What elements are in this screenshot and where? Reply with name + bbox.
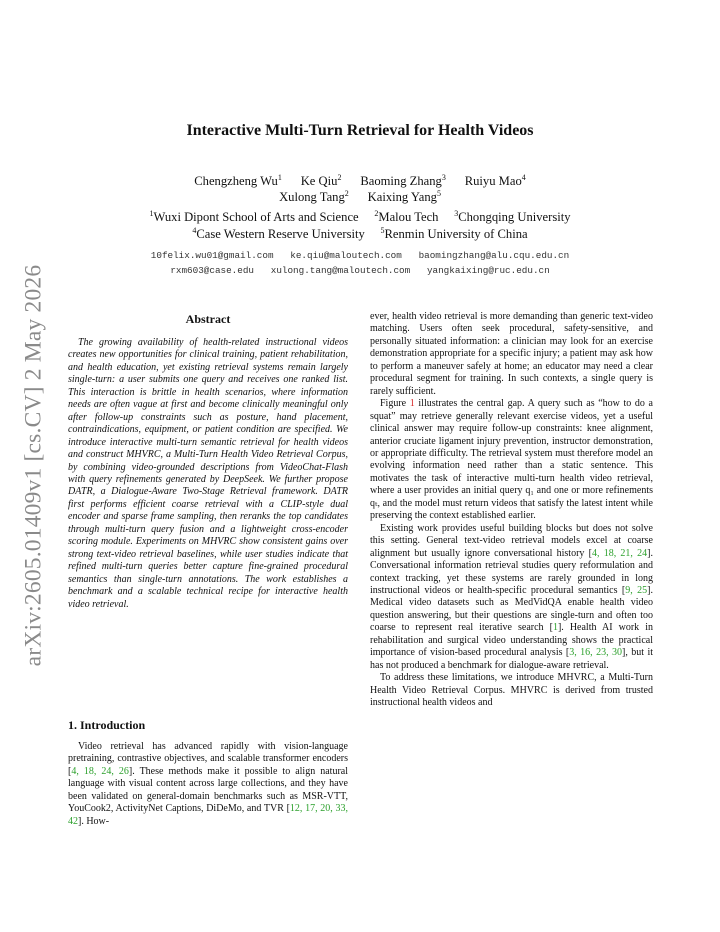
body-text: ]. Medical video datasets such as MedVidQA enable health video question answering, but their questions are single-turn and often too coarse to represent real iterative search [ (370, 584, 653, 634)
body-text: ], but it has not produced a benchmark for dialogue-aware retrieval. (370, 647, 653, 671)
author-line-2 (0, 190, 720, 205)
author-affiliation-mark: 2 (337, 173, 342, 182)
arxiv-identifier: arXiv:2605.01409v1 [cs.CV] 2 May 2026 (20, 264, 47, 666)
intro-paragraph-3 (370, 523, 653, 672)
affiliation-number: 2 (374, 209, 379, 218)
author-name: Ruiyu Mao (464, 174, 522, 188)
email-list-line-1: 10felix.wu01@gmail.com ke.qiu@maloutech.com baomingzhang@alu.cqu.edu.cn (150, 250, 570, 261)
arxiv-sidebar-stamp (14, 258, 54, 672)
body-text: illustrates the central gap. A query such as “how to do a squat” may retrieve generally relevant exercise videos, yet a useful clinical answer may require follow-up constraints: knee alignment, anterior cruciate ligament injury prevention, instructor demonstration, or appropriate difficulty. The retrieval system must therefore model an evolving information need rather than a static sentence. This motivates the task of interactive multi-turn health video retrieval, where a user provides an initial query q₁ and one or more refinements qₜ, and the model must return videos that satisfy the latest intent while preserving the context established earlier. (370, 398, 653, 522)
affiliation-number: 4 (192, 226, 197, 235)
affiliation-line-2 (0, 227, 720, 242)
intro-paragraph-1 (68, 741, 348, 828)
author-line-1 (0, 174, 720, 189)
citation-link[interactable]: 1 (552, 622, 558, 634)
email-list-line-2: rxm603@case.edu xulong.tang@maloutech.com yangkaixing@ruc.edu.cn (170, 265, 550, 276)
abstract-heading: Abstract (185, 312, 231, 326)
citation-link[interactable]: 3, 16, 23, 30 (569, 647, 622, 659)
section-heading-introduction: 1. Introduction (68, 718, 146, 732)
intro-column-left (68, 741, 348, 828)
affiliation-name: Malou Tech (378, 210, 439, 224)
author-name: Baoming Zhang (360, 174, 442, 188)
author-affiliation-mark: 5 (436, 189, 441, 198)
abstract-body (68, 337, 348, 611)
body-text: ]. Health AI work in rehabilitation and surgical video understanding shows the practical importance of vision-based procedural analysis [ (370, 622, 653, 659)
affiliation-number: 5 (380, 226, 385, 235)
body-text: ]. Conversational information retrieval studies query reformulation and context tracking, yet these systems are rarely grounded in long instructional videos or health-specific procedural semantics [ (370, 547, 654, 596)
author-name: Ke Qiu (300, 174, 338, 188)
affiliation-number: 1 (149, 209, 154, 218)
affiliation-line-1 (0, 210, 720, 225)
author-name: Kaixing Yang (367, 190, 437, 204)
citation-link[interactable]: 9, 25 (625, 584, 648, 596)
author-affiliation-mark: 1 (277, 173, 282, 182)
citation-link[interactable]: 4, 18, 21, 24 (591, 547, 648, 559)
author-affiliation-mark: 2 (344, 189, 349, 198)
body-text: Existing work provides useful building blocks but does not solve this setting. General text-video retrieval models excel at coarse alignment but usually ignore conversational history [ (370, 522, 653, 559)
intro-paragraph-4: To address these limitations, we introduce MHVRC, a Multi-Turn Health Video Retrieval Corpus. MHVRC is derived from trusted instructional health videos and (370, 672, 653, 709)
affiliation-name: Case Western Reserve University (196, 227, 365, 241)
citation-link[interactable]: 4, 18, 24, 26 (71, 765, 129, 777)
body-text: Figure (380, 398, 410, 410)
abstract-paragraph: The growing availability of health-related instructional videos creates new opportunities for clinical training, patient rehabilitation, and health education, yet existing retrieval systems remain largely single-turn: a user submits one query and receives one ranked list. This interaction is brittle in health scenarios, where information needs are often vague at first and become clinically meaningful only after follow-up constraints such as posture, hand placement, contraindications, equipment, or patient condition are specified. We introduce interactive multi-turn semantic retrieval for health videos and construct MHVRC, a Multi-Turn Health Video Retrieval Corpus, by combining video-grounded descriptions from VideoChat-Flash with query refinements generated by DeepSeek. We further propose DATR, a Dialogue-Aware Two-Stage Retrieval framework. DATR first performs efficient coarse retrieval with a CLIP-style dual encoder and sparse frame sampling, then reranks the top candidates through multi-turn query fusion and a lightweight cross-encoder scoring module. Experiments on MHVRC show consistent gains over strong text-video retrieval baselines, while user studies indicate that refined multi-turn queries better capture fine-grained procedural semantics than single-turn annotations. The work establishes a benchmark and a scalable technical recipe for interactive health video retrieval. (68, 337, 348, 610)
figure-reference-link[interactable]: 1 (409, 398, 415, 410)
affiliation-number: 3 (454, 209, 459, 218)
paper-title: Interactive Multi-Turn Retrieval for Health Videos (186, 122, 534, 139)
author-name: Chengzheng Wu (194, 174, 278, 188)
intro-paragraph-2 (370, 398, 653, 523)
affiliation-name: Chongqing University (458, 210, 571, 224)
author-affiliation-mark: 3 (441, 173, 446, 182)
intro-paragraph-1-tail: ever, health video retrieval is more demanding than generic text-video matching. Users often seek procedural, safety-sensitive, and personally situated information: a clinician may look for an exercise demonstration appropriate for a specific injury; a patient may ask how to perform a maneuver safely at home; an educator may need a clear procedural segment for training. In such contexts, a single query is rarely sufficient. (370, 311, 653, 397)
author-name: Xulong Tang (279, 190, 345, 204)
affiliation-name: Renmin University of China (384, 227, 528, 241)
body-text: ]. These methods make it possible to align natural language with visual content across large collections, and they have been validated on general-domain benchmarks such as MSR-VTT, YouCook2, ActivityNet Captions, DiDeMo, and TVR [ (68, 765, 348, 815)
citation-link[interactable]: 12, 17, 20, 33, 42 (68, 803, 349, 827)
affiliation-name: Wuxi Dipont School of Arts and Science (153, 210, 359, 224)
author-affiliation-mark: 4 (521, 173, 526, 182)
body-text: ]. How- (78, 815, 110, 827)
body-text: Video retrieval has advanced rapidly with vision-language pretraining, contrastive objectives, and scalable transformer encoders [ (68, 741, 348, 777)
intro-right-flow (370, 311, 653, 710)
